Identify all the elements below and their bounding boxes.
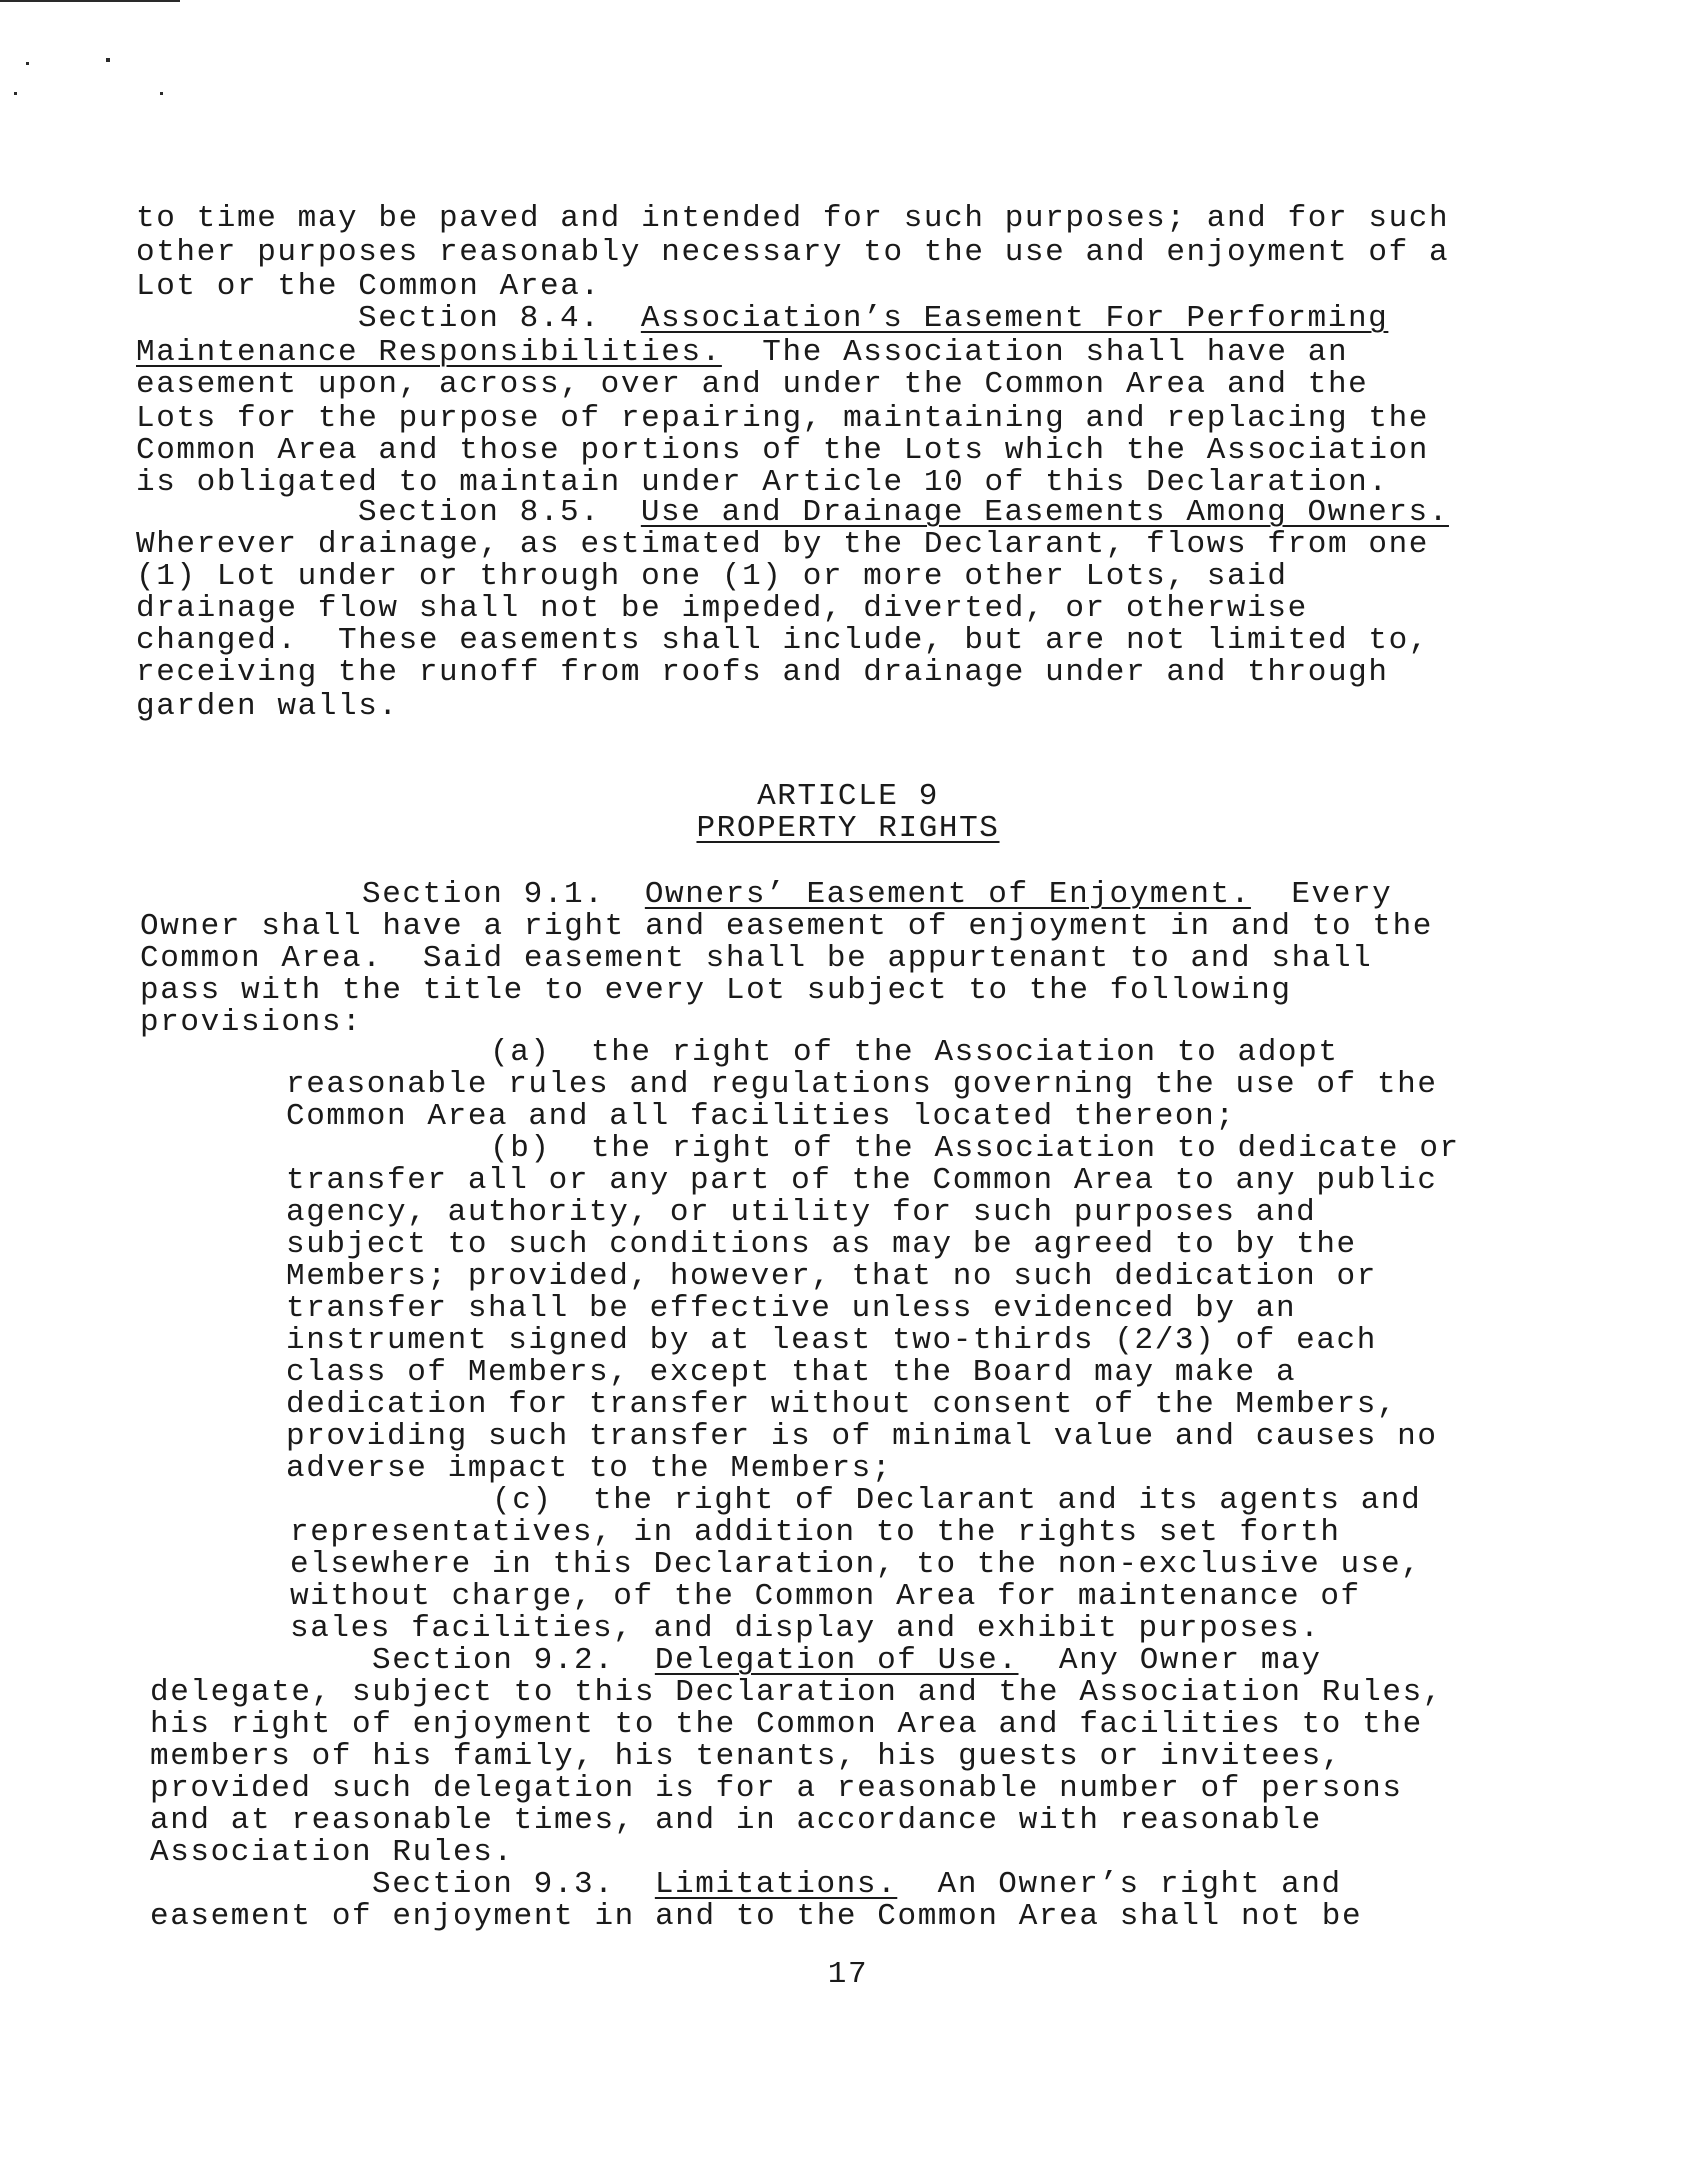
body-line: dedication for transfer without consent of the Members,: [286, 1387, 1398, 1422]
section-title: Limitations.: [654, 1867, 898, 1902]
scan-speck: [26, 62, 29, 65]
body-line: to time may be paved and intended for such purposes; and for such: [136, 201, 1450, 236]
body-line: representatives, in addition to the rights set forth: [290, 1515, 1341, 1550]
scan-speck: [160, 92, 163, 95]
body-line: transfer shall be effective unless evidenced by an: [286, 1291, 1297, 1326]
body-line: provided such delegation is for a reasonable number of persons: [150, 1771, 1403, 1806]
body-line: transfer all or any part of the Common Area to any public: [286, 1163, 1438, 1198]
body-line: is obligated to maintain under Article 10 of this Declaration.: [136, 465, 1389, 500]
section-9-2-heading: [372, 1644, 1322, 1678]
section-8-4-heading: [358, 302, 1388, 336]
body-line: Common Area and those portions of the Lots which the Association: [136, 433, 1429, 468]
list-item-a: (a) the right of the Association to adopt: [490, 1035, 1339, 1070]
body-line: delegate, subject to this Declaration and the Association Rules,: [150, 1675, 1443, 1710]
body-text: The Association shall have an: [721, 335, 1349, 370]
body-line: subject to such conditions as may be agreed to by the: [286, 1227, 1357, 1262]
body-text: An Owner’s right and: [897, 1867, 1342, 1902]
body-line: providing such transfer is of minimal value and causes no: [286, 1419, 1438, 1454]
body-line: Common Area. Said easement shall be appurtenant to and shall: [140, 941, 1373, 976]
body-line: Common Area and all facilities located thereon;: [286, 1099, 1236, 1134]
body-line: Wherever drainage, as estimated by the Declarant, flows from one: [136, 527, 1429, 562]
scan-edge-line: [0, 0, 180, 2]
body-line: receiving the runoff from roofs and drainage under and through: [136, 655, 1389, 690]
body-text: Any Owner may: [1018, 1643, 1322, 1678]
section-number: Section 9.2.: [372, 1643, 615, 1678]
section-title: Use and Drainage Easements Among Owners.: [640, 495, 1449, 530]
scan-speck: [106, 58, 110, 62]
article-heading: ARTICLE 9: [757, 779, 939, 814]
section-8-4-title-cont: [136, 336, 1348, 370]
body-line: adverse impact to the Members;: [286, 1451, 893, 1486]
body-line: sales facilities, and display and exhibit purposes.: [290, 1611, 1321, 1646]
body-line: members of his family, his tenants, his guests or invitees,: [150, 1739, 1342, 1774]
section-title: Association’s Easement For Performing: [640, 301, 1389, 336]
section-9-1-heading: [362, 878, 1392, 912]
body-line: his right of enjoyment to the Common Area and facilities to the: [150, 1707, 1423, 1742]
list-item-b: (b) the right of the Association to dedicate or: [490, 1131, 1460, 1166]
list-item-c: (c) the right of Declarant and its agents and: [492, 1483, 1422, 1518]
body-line: easement of enjoyment in and to the Common Area shall not be: [150, 1899, 1363, 1934]
section-number: Section 8.4.: [358, 301, 601, 336]
body-line: elsewhere in this Declaration, to the non-exclusive use,: [290, 1547, 1422, 1582]
body-line: easement upon, across, over and under the Common Area and the: [136, 367, 1369, 402]
body-line: Members; provided, however, that no such dedication or: [286, 1259, 1377, 1294]
body-line: Owner shall have a right and easement of enjoyment in and to the: [140, 909, 1433, 944]
body-line: provisions:: [140, 1005, 363, 1040]
section-number: Section 9.3.: [372, 1867, 615, 1902]
body-line: Lots for the purpose of repairing, maintaining and replacing the: [136, 401, 1429, 436]
body-line: agency, authority, or utility for such purposes and: [286, 1195, 1317, 1230]
body-line: (1) Lot under or through one (1) or more other Lots, said: [136, 559, 1288, 594]
section-9-3-heading: [372, 1868, 1342, 1902]
body-line: garden walls.: [136, 689, 399, 724]
body-line: and at reasonable times, and in accordance with reasonable: [150, 1803, 1322, 1838]
body-line: without charge, of the Common Area for maintenance of: [290, 1579, 1361, 1614]
section-title: Delegation of Use.: [654, 1643, 1019, 1678]
body-line: Lot or the Common Area.: [136, 269, 601, 304]
body-line: drainage flow shall not be impeded, diverted, or otherwise: [136, 591, 1308, 626]
body-line: pass with the title to every Lot subject to the following: [140, 973, 1292, 1008]
body-text: Every: [1250, 877, 1393, 912]
article-title: PROPERTY RIGHTS: [696, 811, 1000, 846]
scan-speck: [14, 92, 17, 95]
page-number: 17: [827, 1957, 869, 1992]
body-line: instrument signed by at least two-thirds (2/3) of each: [286, 1323, 1377, 1358]
article-subheading: [0, 812, 1696, 846]
body-line: class of Members, except that the Board may make a: [286, 1355, 1297, 1390]
body-line: reasonable rules and regulations governing the use of the: [286, 1067, 1438, 1102]
body-line: other purposes reasonably necessary to the use and enjoyment of a: [136, 235, 1450, 270]
body-line: changed. These easements shall include, but are not limited to,: [136, 623, 1429, 658]
section-title: Owners’ Easement of Enjoyment.: [644, 877, 1251, 912]
section-number: Section 9.1.: [362, 877, 605, 912]
section-number: Section 8.5.: [358, 495, 601, 530]
body-line: Association Rules.: [150, 1835, 514, 1870]
section-title: Maintenance Responsibilities.: [136, 335, 722, 370]
section-8-5-heading: [358, 496, 1449, 530]
